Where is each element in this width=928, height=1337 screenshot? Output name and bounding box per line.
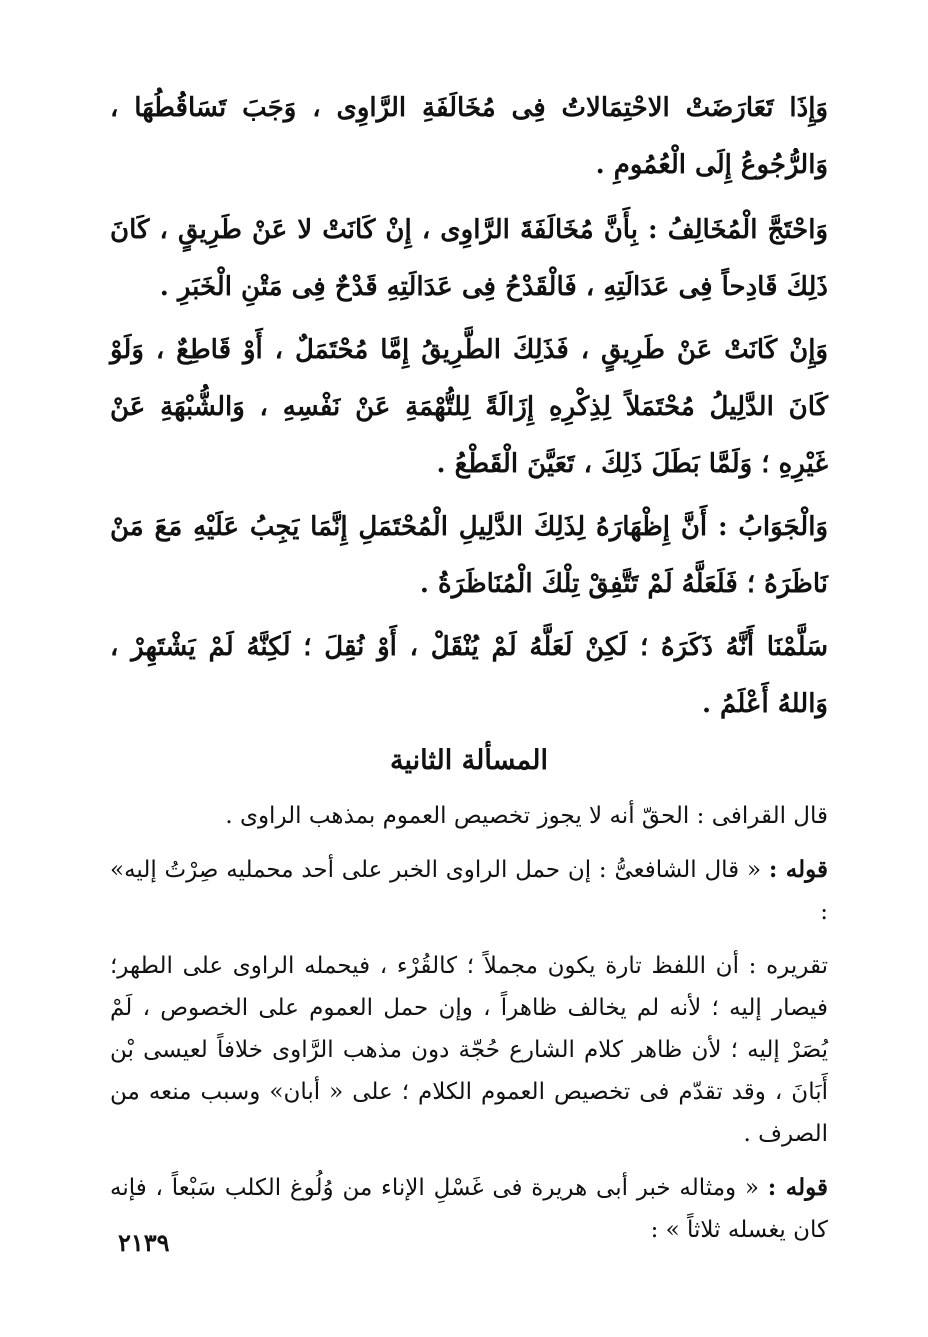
section-heading: المسألة الثانية [390,745,548,776]
paragraph-2: وَاحْتَجَّ الْمُخَالِفُ : بِأَنَّ مُخَالَفَةَ الرَّاوِى ، إِنْ كَانَتْ لا عَنْ طَرِيقٍ ، كَانَ ذَلِكَ قَادِحاً فِى عَدَالَتِهِ ، فَالْقَدْحُ فِى عَدَالَتِهِ قَدْحٌ فِى مَتْنِ الْخَبَرِ . [110,215,829,302]
paragraph-3: وَإِنْ كَانَتْ عَنْ طَرِيقٍ ، فَذَلِكَ الطَّرِيقُ إِمَّا مُحْتَمَلٌ ، أَوْ قَاطِعٌ ، وَلَوْ كَانَ الدَّلِيلُ مُحْتَمَلاً لِذِكْرِهِ إِزَالَةً لِلتُّهْمَةِ عَنْ نَفْسِهِ ، وَالشُّبْهَةِ عَنْ غَيْرِهِ ؛ وَلَمَّا بَطَلَ ذَلِكَ ، تَعَيَّنَ الْقَطْعُ . [110,335,828,479]
commentary-lead: قوله : [767,1174,828,1201]
commentary-text: قال القرافى : الحقّ أنه لا يجوز تخصيص العموم بمذهب الراوى . [225,803,828,829]
commentary-paragraph-3 [110,945,828,1155]
commentary-paragraph-1 [110,795,828,837]
paragraph-4: وَالْجَوَابُ : أَنَّ إِظْهَارَهُ لِذَلِكَ الدَّلِيلِ الْمُحْتَمَلِ إِنَّمَا يَجِبُ عَلَيْهِ مَعَ مَنْ نَاظَرَهُ ؛ فَلَعَلَّهُ لَمْ تَتَّفِقْ تِلْكَ الْمُنَاظَرَةُ . [110,512,828,599]
commentary-lead: قوله : [768,856,829,883]
commentary-text: « ومثاله خبر أبى هريرة فى غَسْلِ الإناء من وُلُوغ الكلب سَبْعاً ، فإنه كان يغسله ثلاثاً » : [110,1175,828,1243]
commentary-text: « قال الشافعىُّ : إن حمل الراوى الخبر على أحد محمليه صِرْتُ إليه» : [110,857,828,925]
commentary-text: تقريره : أن اللفظ تارة يكون مجملاً ؛ كالقُرْء ، فيحمله الراوى على الطهر؛ فيصار إليه ؛ لأنه لم يخالف ظاهراً ، وإن حمل العموم على الخصوص ، لَمْ يُصَرْ إليه ؛ لأن ظاهر كلام الشارع حُجّة دون مذهب الرَّاوى خلافاً لعيسى بْن أَبَانَ ، وقد تقدّم فى تخصيص العموم الكلام ؛ على « أبان» وسبب منعه من الصرف . [110,953,828,1147]
paragraph-5: سَلَّمْنَا أَنَّهُ ذَكَرَهُ ؛ لَكِنْ لَعَلَّهُ لَمْ يُنْقَلْ ، أَوْ نُقِلَ ؛ لَكِنَّهُ لَمْ يَشْتَهِرْ ، وَاللهُ أَعْلَمُ . [110,632,828,719]
page-number: ٢١٣٩ [118,1228,170,1257]
paragraph-1: وَإِذَا تَعَارَضَتْ الاحْتِمَالاتُ فِى مُخَالَفَةِ الرَّاوِى ، وَجَبَ تَسَاقُطُهَا ، وَالرُّجُوعُ إِلَى الْعُمُومِ . [110,93,828,180]
commentary-paragraph-4 [110,1167,828,1251]
commentary-paragraph-2 [110,849,828,933]
